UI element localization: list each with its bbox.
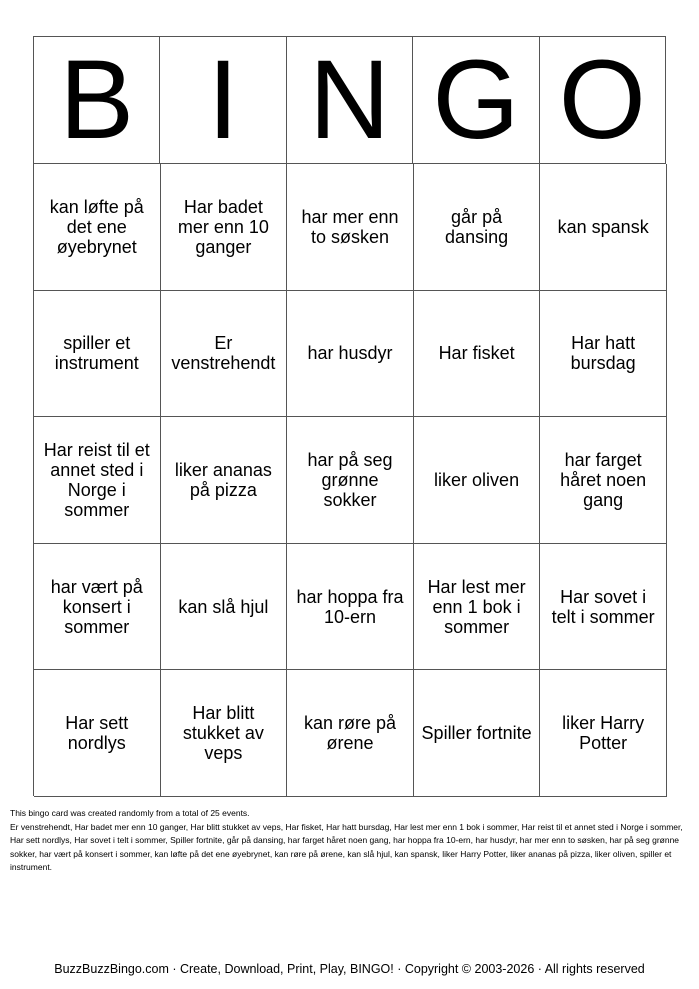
- bingo-cell: Spiller fortnite: [414, 670, 541, 797]
- card-info-summary: This bingo card was created randomly from a total of 25 events.: [10, 808, 250, 818]
- bingo-cell: spiller et instrument: [34, 291, 161, 418]
- header-letter-o: O: [540, 37, 666, 164]
- bingo-cell: har mer enn to søsken: [287, 164, 414, 291]
- bingo-cell: Har sett nordlys: [34, 670, 161, 797]
- bingo-cell: går på dansing: [414, 164, 541, 291]
- bingo-cell: Har blitt stukket av veps: [161, 670, 288, 797]
- page-footer: BuzzBuzzBingo.com · Create, Download, Print, Play, BINGO! · Copyright © 2003-2026 · All rights reserved: [54, 962, 645, 976]
- bingo-cell: Har hatt bursdag: [540, 291, 667, 418]
- bingo-cell: liker ananas på pizza: [161, 417, 288, 544]
- bingo-cell: har husdyr: [287, 291, 414, 418]
- header-letter-i: I: [160, 37, 286, 164]
- bingo-cell: har vært på konsert i sommer: [34, 544, 161, 671]
- bingo-cell: kan løfte på det ene øyebrynet: [34, 164, 161, 291]
- bingo-cell: Har badet mer enn 10 ganger: [161, 164, 288, 291]
- bingo-cell: Har lest mer enn 1 bok i sommer: [414, 544, 541, 671]
- bingo-cell: Har fisket: [414, 291, 541, 418]
- header-letter-g: G: [413, 37, 539, 164]
- bingo-cell: Er venstrehendt: [161, 291, 288, 418]
- bingo-grid: [34, 164, 666, 797]
- card-info-events: Er venstrehendt, Har badet mer enn 10 ganger, Har blitt stukket av veps, Har fisket, Har hatt bursdag, Har lest mer enn 1 bok i sommer, Har reist til et annet sted i Norge i sommer, Har sett nordlys, Har sovet i telt i sommer, Spiller fortnite, går på dansing, har farget håret noen gang, har hoppa fra 10-ern, har husdyr, har mer enn to søsken, har på seg grønne sokker, har vært på konsert i sommer, kan løfte på det ene øyebrynet, kan røre på ørene, kan slå hjul, kan spansk, liker Harry Potter, liker ananas på pizza, liker oliven, spiller et instrument.: [10, 821, 683, 872]
- bingo-cell: liker Harry Potter: [540, 670, 667, 797]
- bingo-cell: kan slå hjul: [161, 544, 288, 671]
- bingo-card: [33, 36, 666, 796]
- bingo-cell: kan spansk: [540, 164, 667, 291]
- header-letter-b: B: [34, 37, 160, 164]
- bingo-cell: har på seg grønne sokker: [287, 417, 414, 544]
- bingo-cell: Har sovet i telt i sommer: [540, 544, 667, 671]
- bingo-cell: har hoppa fra 10-ern: [287, 544, 414, 671]
- card-info: [10, 807, 690, 875]
- bingo-cell: liker oliven: [414, 417, 541, 544]
- bingo-cell: kan røre på ørene: [287, 670, 414, 797]
- bingo-cell: Har reist til et annet sted i Norge i sommer: [34, 417, 161, 544]
- bingo-cell: har farget håret noen gang: [540, 417, 667, 544]
- bingo-header: [34, 37, 666, 164]
- header-letter-n: N: [287, 37, 413, 164]
